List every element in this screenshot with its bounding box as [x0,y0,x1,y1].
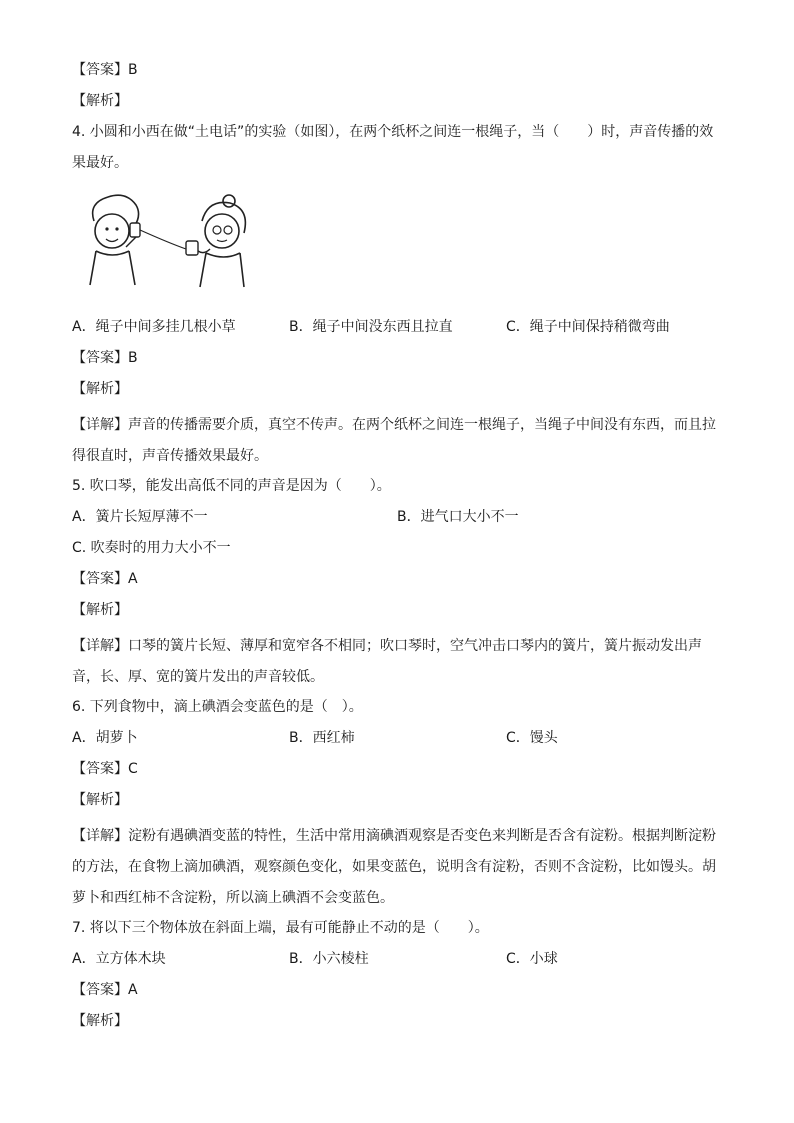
q7-option-b: B．小六棱柱 [289,951,369,967]
q5-detail: 【详解】口琴的簧片长短、薄厚和宽窄各不相同；吹口琴时，空气冲击口琴内的簧片，簧片振动发出声音，长、厚、宽的簧片发出的声音较低。 [72,638,702,685]
q5-option-b: B．进气口大小不一 [397,509,519,525]
q6-option-c: C．馒头 [506,730,558,746]
q7-analysis: 【解析】 [72,1013,128,1029]
q4-option-c: C．绳子中间保持稍微弯曲 [506,319,670,335]
q4-options [72,317,722,337]
q6-option-b: B．西红柿 [289,730,355,746]
q4-detail: 【详解】声音的传播需要介质，真空不传声。在两个纸杯之间连一根绳子，当绳子中间没有东西，而且拉得很直时，声音传播效果最好。 [72,417,716,464]
q5-option-c: C. 吹奏时的用力大小不一 [72,540,231,556]
q7-options [72,949,722,969]
q4-option-b: B．绳子中间没东西且拉直 [289,319,453,335]
q4-stem: 4. 小圆和小西在做“土电话”的实验（如图），在两个纸杯之间连一根绳子，当（ ）时，声音传播的效 [72,124,714,140]
q7-option-c: C．小球 [506,951,558,967]
q6-options [72,728,722,748]
q4-option-a: A．绳子中间多挂几根小草 [72,319,236,335]
q4-stem-continued: 果最好。 [72,155,128,171]
q6-option-a: A．胡萝卜 [72,730,138,746]
q3-analysis: 【解析】 [72,93,128,109]
q4-answer: 【答案】B [72,350,138,366]
q3-answer: 【答案】B [72,62,138,78]
q6-stem: 6. 下列食物中，滴上碘酒会变蓝色的是（ ）。 [72,699,363,715]
q6-analysis: 【解析】 [72,792,128,808]
document-page [72,60,722,1042]
q7-answer: 【答案】A [72,982,138,998]
q6-detail: 【详解】淀粉有遇碘酒变蓝的特性，生活中常用滴碘酒观察是否变色来判断是否含有淀粉。根据判断淀粉的方法，在食物上滴加碘酒，观察颜色变化，如果变蓝色，说明含有淀粉，否则不含淀粉，比如馒头。胡萝卜和西红柿不含淀粉，所以滴上碘酒不会变蓝色。 [72,828,716,906]
q5-analysis: 【解析】 [72,602,128,618]
tin-can-telephone-illustration [74,191,254,291]
q7-stem: 7. 将以下三个物体放在斜面上端，最有可能静止不动的是（ ）。 [72,920,489,936]
q6-answer: 【答案】C [72,761,138,777]
q5-stem: 5. 吹口琴，能发出高低不同的声音是因为（ ）。 [72,478,391,494]
q7-option-a: A．立方体木块 [72,951,166,967]
q5-answer: 【答案】A [72,571,138,587]
q5-option-a: A．簧片长短厚薄不一 [72,509,208,525]
q4-analysis: 【解析】 [72,381,128,397]
q5-options-row [72,507,722,527]
